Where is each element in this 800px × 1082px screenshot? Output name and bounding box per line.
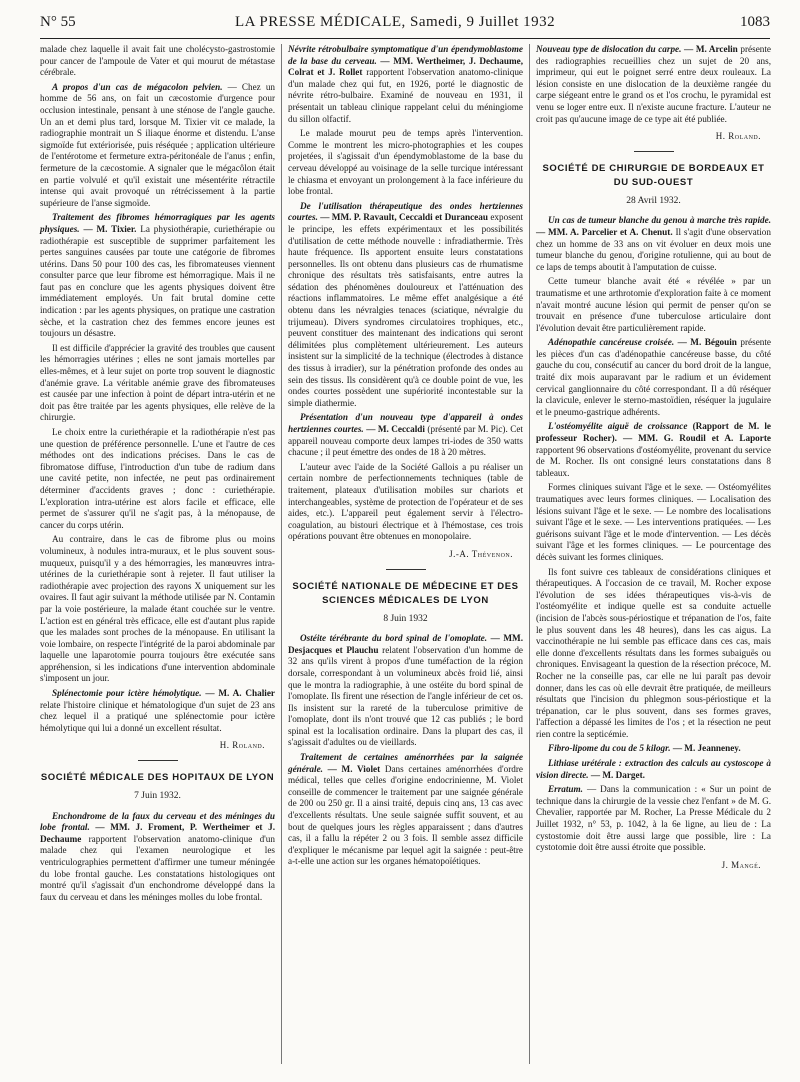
article-title: Lithiase urétérale : extraction des calculs au cystoscope à vision directe. (536, 758, 771, 780)
session-date: 7 Juin 1932. (134, 791, 181, 802)
article-author: — M. Darget. (590, 769, 645, 780)
article-text: Il s'agit d'une observation chez un homme de 33 ans on vit évoluer en deux mois une tumeur blanche du genou, d'origine rotulienne, qui au bout de ce laps de temps aboutit à l'amputation de cuisse. (536, 226, 771, 272)
page-number: 1083 (740, 14, 770, 30)
article-amenorrhees (288, 752, 523, 868)
session-date: 8 Juin 1932 (383, 613, 428, 624)
article-osteite (288, 633, 523, 749)
erratum-title: Erratum. (548, 784, 583, 795)
signature: J.-A. Thévenon. (449, 548, 513, 559)
erratum-text: — Dans la communication : « Sur un point de technique dans la chirurgie de la vessie chez l'enfant » de M. G. Chevalier, rapportée par M. Rocher, La Presse Médicale du 2 Juillet 1932, n° 53, p. 1042, à la 6e ligne, au lieu de : La cystostomie doit être aussi large que possible, lire : La cystotomie doit être aussi étroite que possible. (536, 784, 771, 853)
article-title: Présentation d'un nouveau type d'appareil à ondes hertziennes courtes. (288, 412, 523, 434)
article-title: Fibro-lipome du cou de 5 kilogr. (548, 743, 671, 754)
column-1 (40, 44, 275, 906)
paragraph: Il est difficile d'apprécier la gravité des troubles que causent les hémorragies utérines ; elles ne sont jamais mortelles par elles-mêmes, et à leur sujet on porte trop souvent le diagnostic d'anémie grave. La véritable anémie grave des fibromateuses est causée par une infection à point de départ intra-utérin et ne doit pas être traitée par les agents physiques, elle relève de la chirurgie. (40, 342, 275, 423)
article-title: Traitement des fibromes hémorragiques par les agents physiques. (40, 212, 275, 234)
paragraph: Ils font suivre ces tableaux de considérations cliniques et thérapeutiques. A l'occasion de ce travail, M. Rocher expose l'évolution de ses idées thérapeutiques vis-à-vis de l'ostéomyélite et indique quelle est sa conduite actuelle (incision de l'abcès sous-périostique et trépanation de l'os, faite le plus souvent dans les 48 heures), dans les cas aigus. La vaccinothérapie ne lui semble pas efficace dans ces cas, mais elle donne d'excellents résultats dans les formes subaiguës ou chroniques. Envisageant la question de la résection précoce, M. Rocher ne la conseille pas, car elle ne lui paraît pas devoir donner, dans les cas où elle devrait être pratiquée, de meilleurs résultats que l'incision du phlegmon sous-périostique et la trépanation, car le plus souvent, dans ses formes graves, l'affection a dépassé les limites de l'os ; et la résection ne peut rien contre la septicémie. (536, 566, 771, 739)
article-author: — MM. P. Ravault, Ceccaldi et Duranceau (320, 212, 488, 223)
article-author: — M. Tixier. (83, 223, 137, 234)
article-title: Un cas de tumeur blanche du genou à marche très rapide. (548, 215, 771, 226)
article-author: — M. Jeanneney. (672, 743, 741, 754)
article-title: Nouveau type de dislocation du carpe. (536, 44, 682, 54)
article-fibromes (40, 212, 275, 340)
article-splenectomie (40, 688, 275, 734)
article-title: De l'utilisation thérapeutique des ondes hertziennes courtes. (288, 200, 523, 223)
signature: H. Roland. (715, 131, 761, 142)
article-title: Ostéite térébrante du bord spinal de l'omoplate. (300, 633, 488, 644)
article-text: — Chez un homme de 56 ans, on fait un cæcostomie d'urgence pour occlusion intestinale, pensant à une sténose de l'angle gauche. Un an et demi plus tard, lorsque M. Tixier vit ce malade, la radiographie montrait un S iliaque énorme et distendu. L'anse sigmoïde fut extériorisée, puis réséquée ; application ultérieure de l'entérotome et fermeture extra-péritonéale de l'anus ; enfin, fermeture de la cæcostomie. A signaler que le mégacôlon était en partie volvulé et qu'il existait une mésentérite rétractile intense qui avait provoqué un rétrécissement à la partie supérieure de l'anse sigmoïde. (40, 81, 276, 208)
article-appareil (288, 412, 523, 458)
paragraph: malade chez laquelle il avait fait une cholécysto-gastrostomie pour cancer de l'ampoule de Vater et qui mourut de métastase cérébrale. (40, 44, 275, 78)
article-author: (Rapport de M. le professeur Rocher). — MM. G. Roudil et A. Laporte (536, 421, 771, 444)
paragraph: Le malade mourut peu de temps après l'intervention. Comme le montrent les micro-photographies et les coupes projetées, il s'agissait d'un épendymoblastome de la base du cerveau développé au voisinage de la selle turcique intéressant le chiasma et envoyant un prolongement à la face inférieure du lobe frontal. (288, 128, 523, 197)
article-title: L'ostéomyélite aiguë de croissance (548, 421, 688, 432)
article-text: présente des radiographies recueillies chez un sujet de 20 ans, imprimeur, qui eut le poignet serré entre deux rouleaux. La lésion consiste en une dislocation de la deuxième rangée du carpe siégeant entre le grand os et l'os crochu, le pyramidal est venu se loger entre eux. Il n'existe aucune fracture. L'auteur ne croit pas qu'aucune image de ce type ait été publiée. (536, 44, 772, 124)
article-text: La physiothérapie, curiethérapie ou radiothérapie est susceptible de supprimer parfaitement les pertes sanguines causées par toute une catégorie de fibromes utérins. Dans 50 pour 100 des cas, les fibromateuses viennent consulter parce que leur fibrome est hémorragique. Mais il ne faut pas en conclure que les agents physiques doivent être immédiatement employés. Un fait brutal domine cette indication : par les agents physiques, on pratique une castration sèche, et la castration chez des femmes encore jeunes est toujours un désastre. (40, 223, 276, 339)
article-title: Traitement de certaines aménorrhées par la saignée générale. (288, 752, 523, 774)
society-heading: SOCIÉTÉ MÉDICALE DES HOPITAUX DE LYON (40, 772, 275, 784)
article-title: A propos d'un cas de mégacolon pelvien. (52, 81, 223, 92)
article-megacolon (40, 82, 275, 210)
article-author: — M. A. Chalier (205, 688, 275, 699)
paragraph: Formes cliniques suivant l'âge et le sexe. — Ostéomyélites traumatiques avec leurs formes cliniques. — Localisation des lésions suivant l'âge et le sexe. — Le nombre des localisations suivant l'âge et le sexe. — Les interventions pratiquées. — Les guérisons suivant l'âge et le mode d'intervention. — Les décès suivant l'âge et les formes cliniques. — Le pourcentage des décès suivant les formes cliniques. (536, 482, 771, 562)
article-text: exposent le principe, les effets expérimentaux et les possibilités d'utilisation de cette méthode nouvelle : infradiathermie. Très haute fréquence. Ils apportent ensuite leurs constatations personnelles. Ils ont obtenu dans plusieurs cas de rhumatisme chronique des résultats très satisfaisants, entre autres la sédation des phénomènes douloureux et l'atténuation des réactions inflammatoires. Le même effet analgésique a été obtenu dans les névralgies tenaces (sciatique, névralgie du trijumeau). Divers syndromes circulatoires trophiques, etc., peuvent constituer des maintenant des indications qui seront délimitées plus complètement ultérieurement. Les auteurs insistent sur la simplicité de la technique (électrodes à distance des tissus à irradier), sur la pénétration profonde des ondes au sein des tissus. Ils considèrent qu'à ce double point de vue, les ondes courtes possèdent une supériorité incontestable sur la simple diathermie. (288, 212, 524, 408)
article-ondes (288, 201, 523, 410)
signature: J. Mangé. (721, 859, 761, 870)
journal-title: LA PRESSE MÉDICALE, Samedi, 9 Juillet 1932 (235, 14, 556, 30)
issue-number: N° 55 (40, 14, 76, 30)
article-fibrolipome (536, 743, 771, 755)
article-text: présente les pièces d'un cas d'adénopathie cancéreuse basse, du côté gauche du cou, consécutif au cancer du bord droit de la langue, traité dix mois auparavant par le radium et un évidement cervical ganglionnaire du côté correspondant. Il a dû réséquer la clavicule, enlever le sterno-mastoïdien, réséquer la jugulaire et le pneumo-gastrique adhérents. (536, 337, 772, 417)
page-header (40, 12, 770, 39)
paragraph: L'auteur avec l'aide de la Société Gallois a pu réaliser un certain nombre de perfectionnements techniques (table de traitement, plateaux d'utilisation mobiles sur chariots et interchangeables, système de protection de l'opérateur et de ses aides, etc.). L'appareil peut également servir à l'électro-coagulation, au bistouri électrique et à l'hémostase, ces trois opérations pouvant être obtenues en monopolaire. (288, 461, 523, 542)
article-carpe (536, 44, 771, 125)
column-2 (288, 44, 523, 871)
article-text: Dans certaines aménorrhées d'ordre médical, telles que celles d'origine endocrinienne, M. Violet conseille de commencer le traitement par une saignée générale de 200 ou 250 gr. Il a ainsi traité, depuis cinq ans, 13 cas avec d'excellents résultats. Une seule saignée suffit souvent, et au bout de quelques jours les règles apparaissent ; dans d'autres cas, il a fallu la répéter 2 ou 3 fois. Il semble assez difficile d'expliquer le mécanisme par lequel agit la saignée : peut-être a-t-elle une action sur les organes hématopoïétiques. (288, 763, 523, 867)
column-3 (536, 44, 771, 879)
erratum (536, 784, 771, 854)
article-text: relatent l'observation d'un homme de 32 ans qu'ils virent à propos d'une tuméfaction de la région dorsale, correspondant à un volumineux abcès froid lié, ainsi que le montra la radiographie, à une ostéite du bord spinal de l'omoplate. Ils firent une résection de l'angle inférieur de cet os. Ils insistent sur la rareté de la tuberculose primitive de l'omoplate, dont ils n'ont trouvé que 12 cas publiés ; le bord spinal est la localisation ordinaire. Dans la plupart des cas, il s'agissait d'adultes ou de vieillards. (288, 644, 523, 748)
article-text: (présenté par M. Pic). Cet appareil nouveau comporte deux lampes tri-iodes de 350 watts chacune ; il peut émettre des ondes de 18 à 20 mètres. (288, 424, 523, 458)
article-author: — MM. J. Froment, P. Wertheimer et J. Dechaume (40, 822, 275, 844)
article-title: Splénectomie pour ictère hémolytique. (52, 688, 202, 699)
column-divider (281, 44, 282, 1064)
article-lithiase (536, 758, 771, 781)
article-author: — M. Arcelin (684, 44, 738, 54)
article-title: Adénopathie cancéreuse croisée. (548, 337, 675, 348)
divider-rule (138, 760, 178, 761)
article-author: — MM. A. Parcelier et A. Chenut. (536, 226, 673, 237)
article-text: rapportent 96 observations d'ostéomyélite, provenant du service de M. Rocher. Ils ont consigné leurs constatations dans 8 tableaux. (536, 444, 771, 478)
article-title: Enchondrome de la faux du cerveau et des méninges du lobe frontal. (40, 810, 275, 833)
paragraph: Cette tumeur blanche avait été « révélée » par un traumatisme et une arthrotomie d'exploration faite à ce moment n'avait montré aucune lésion qui permit de penser qu'on se trouvait en présence d'une tuberculose articulaire dont l'évolution devait être particulièrement rapide. (536, 276, 771, 333)
divider-rule (386, 569, 426, 570)
society-heading: SOCIÉTÉ NATIONALE DE MÉDECINE ET DES SCIENCES MÉDICALES DE LYON (292, 580, 519, 606)
divider-rule (634, 151, 674, 152)
article-title: Névrite rétrobulbaire symptomatique d'un épendymoblastome de la base du cerveau. (288, 44, 523, 66)
article-author: — M. Violet (327, 763, 381, 774)
article-enchondrome (40, 811, 275, 904)
paragraph: Le choix entre la curiethérapie et la radiothérapie n'est pas une question de préférence personnelle. L'une et l'autre de ces méthodes ont des indications précises. Dans le cas de fibromatose diffuse, l'introduction d'un tube de radium dans une cavité petite, non infectée, ne peut pas ordinairement déterminer d'accidents graves ; donc : curiethérapie. L'exploration intra-utérine est alors facile et efficace, elle permet de s'assurer qu'il ne s'agit pas, à la ménopause, de cancer du corps utérin. (40, 427, 275, 530)
paragraph: Au contraire, dans le cas de fibrome plus ou moins volumineux, à nodules intra-muraux, et le plus souvent sous-muqueux, puisqu'il y a des hémorragies, les manœuvres intra-utérines de la curiethérapie sont à rejeter. Il faut utiliser la radiothérapie avec projection des rayons X uniquement sur les ovaires. Il faut agir suivant la méthode utilisée par N. Contamin par la voie postérieure, la malade étant couchée sur le ventre. L'action est en général très efficace, elle est d'autant plus rapide que les malades sont proches de la ménopause. En utilisant la voie lombaire, on respecte l'intégrité de la paroi abdominale par laquelle une laparotomie pourra toujours être exécutée sans appréhension, si les indications d'une intervention abdominale s'imposent un jour. (40, 534, 275, 684)
article-tumeur-blanche (536, 215, 771, 273)
article-adenopathie (536, 337, 771, 418)
article-text: relate l'histoire clinique et hématologique d'un sujet de 23 ans chez lequel il a pratiqué une splénectomie pour ictère hémolytique qui lui a donné un excellent résultat. (40, 699, 275, 733)
article-author: — M. Bégouin (677, 337, 737, 348)
society-heading: SOCIÉTÉ DE CHIRURGIE DE BORDEAUX ET DU SUD-OUEST (542, 162, 765, 188)
signature: H. Roland. (219, 740, 265, 751)
session-date: 28 Avril 1932. (626, 195, 681, 206)
article-author: — MM. Wertheimer, J. Dechaume, Colrat et J. Rollet (288, 55, 524, 78)
column-divider (529, 44, 530, 1064)
article-author: — M. Ceccaldi (366, 424, 425, 434)
article-nevrite (288, 44, 523, 125)
article-text: rapportent l'observation anatomo-clinique d'un malade chez qui fut, en 1926, porté le diagnostic de névrite rétro-bulbaire. Examiné de nouveau en 1931, il présentait un tableau clinique rappelant celui du méningiome du sillon olfactif. (288, 67, 524, 124)
article-author: — MM. Desjacques et Plauchu (288, 633, 524, 655)
article-text: rapportent l'observation anatomo-clinique d'un malade chez qui l'examen neurologique et les ventriculographies permettent d'affirmer une tumeur méningée du lobe frontal gauche. Les constatations histologiques ont montré qu'il s'agissait d'un enchondrome développé dans la faux du cerveau et dans les méninges molles du lobe frontal. (40, 833, 275, 902)
article-osteomyelite (536, 421, 771, 479)
